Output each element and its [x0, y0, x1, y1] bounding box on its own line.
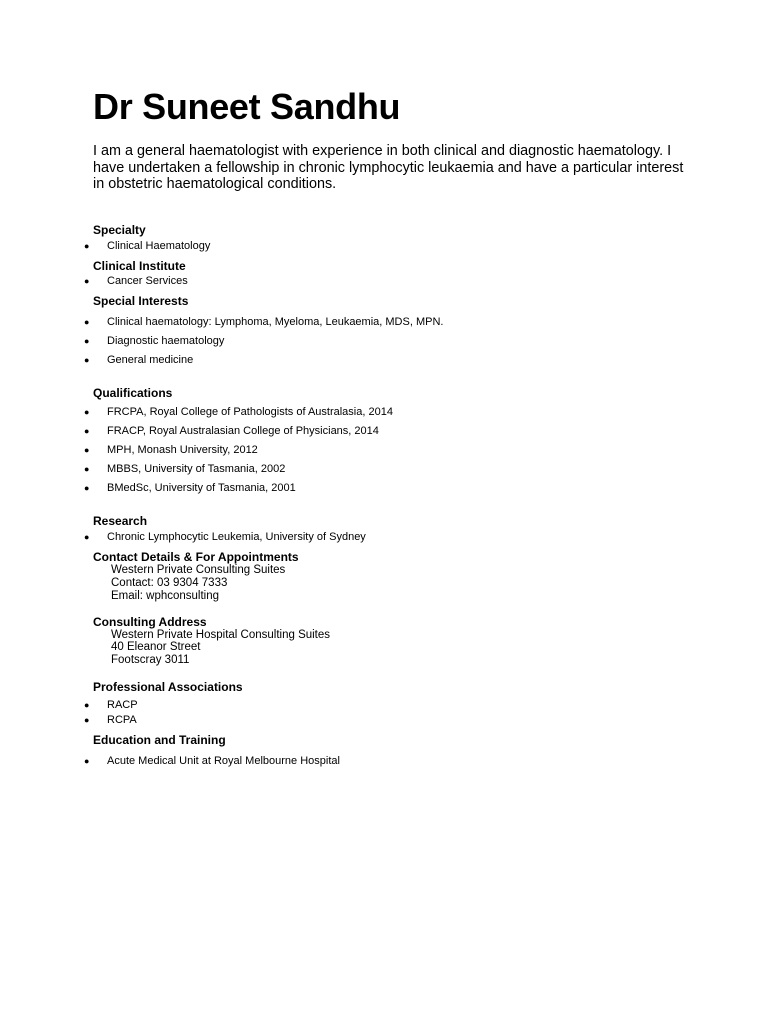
bullet-icon: ●: [84, 532, 90, 542]
bullet-icon: ●: [84, 276, 90, 286]
bullet-icon: ●: [84, 317, 90, 327]
list-item: Clinical haematology: Lymphoma, Myeloma, Leukaemia, MDS, MPN.: [107, 316, 444, 328]
section-heading-specialty: Specialty: [93, 223, 146, 237]
bullet-icon: ●: [84, 336, 90, 346]
bullet-icon: ●: [84, 464, 90, 474]
bullet-icon: ●: [84, 445, 90, 455]
section-heading-special-interests: Special Interests: [93, 294, 189, 308]
list-item: FRACP, Royal Australasian College of Physicians, 2014: [107, 425, 379, 437]
list-item: RACP: [107, 699, 138, 711]
bullet-icon: ●: [84, 355, 90, 365]
list-item: Cancer Services: [107, 275, 188, 287]
intro-line: in obstetric haematological conditions.: [93, 176, 337, 192]
list-item: FRCPA, Royal College of Pathologists of Australasia, 2014: [107, 406, 393, 418]
section-heading-associations: Professional Associations: [93, 680, 243, 694]
section-heading-education: Education and Training: [93, 733, 226, 747]
contact-email: Email: wphconsulting: [111, 590, 220, 602]
section-heading-contact: Contact Details & For Appointments: [93, 550, 299, 564]
list-item: Diagnostic haematology: [107, 335, 225, 347]
contact-phone: Contact: 03 9304 7333: [111, 577, 228, 589]
section-heading-qualifications: Qualifications: [93, 386, 173, 400]
address-line: Footscray 3011: [111, 654, 190, 666]
section-heading-address: Consulting Address: [93, 615, 207, 629]
bullet-icon: ●: [84, 241, 90, 251]
list-item: MBBS, University of Tasmania, 2002: [107, 463, 286, 475]
list-item: Chronic Lymphocytic Leukemia, University of Sydney: [107, 531, 366, 543]
page-title: Dr Suneet Sandhu: [93, 86, 401, 127]
bullet-icon: ●: [84, 700, 90, 710]
address-line: Western Private Hospital Consulting Suites: [111, 629, 331, 641]
contact-line: Western Private Consulting Suites: [111, 564, 286, 576]
section-heading-research: Research: [93, 514, 148, 528]
bullet-icon: ●: [84, 715, 90, 725]
bullet-icon: ●: [84, 426, 90, 436]
address-line: 40 Eleanor Street: [111, 641, 201, 653]
section-heading-clinical-institute: Clinical Institute: [93, 259, 186, 273]
intro-line: have undertaken a fellowship in chronic lymphocytic leukaemia and have a particular interest: [93, 159, 684, 176]
list-item: Clinical Haematology: [107, 240, 211, 252]
list-item: General medicine: [107, 354, 194, 366]
list-item: MPH, Monash University, 2012: [107, 444, 258, 456]
intro-paragraph: [93, 143, 683, 193]
bullet-icon: ●: [84, 483, 90, 493]
bullet-icon: ●: [84, 756, 90, 766]
list-item: Acute Medical Unit at Royal Melbourne Hospital: [107, 755, 340, 767]
bullet-icon: ●: [84, 407, 90, 417]
intro-line: I am a general haematologist with experience in both clinical and diagnostic haematology. I: [93, 143, 672, 159]
list-item: BMedSc, University of Tasmania, 2001: [107, 482, 296, 494]
list-item: RCPA: [107, 714, 137, 726]
